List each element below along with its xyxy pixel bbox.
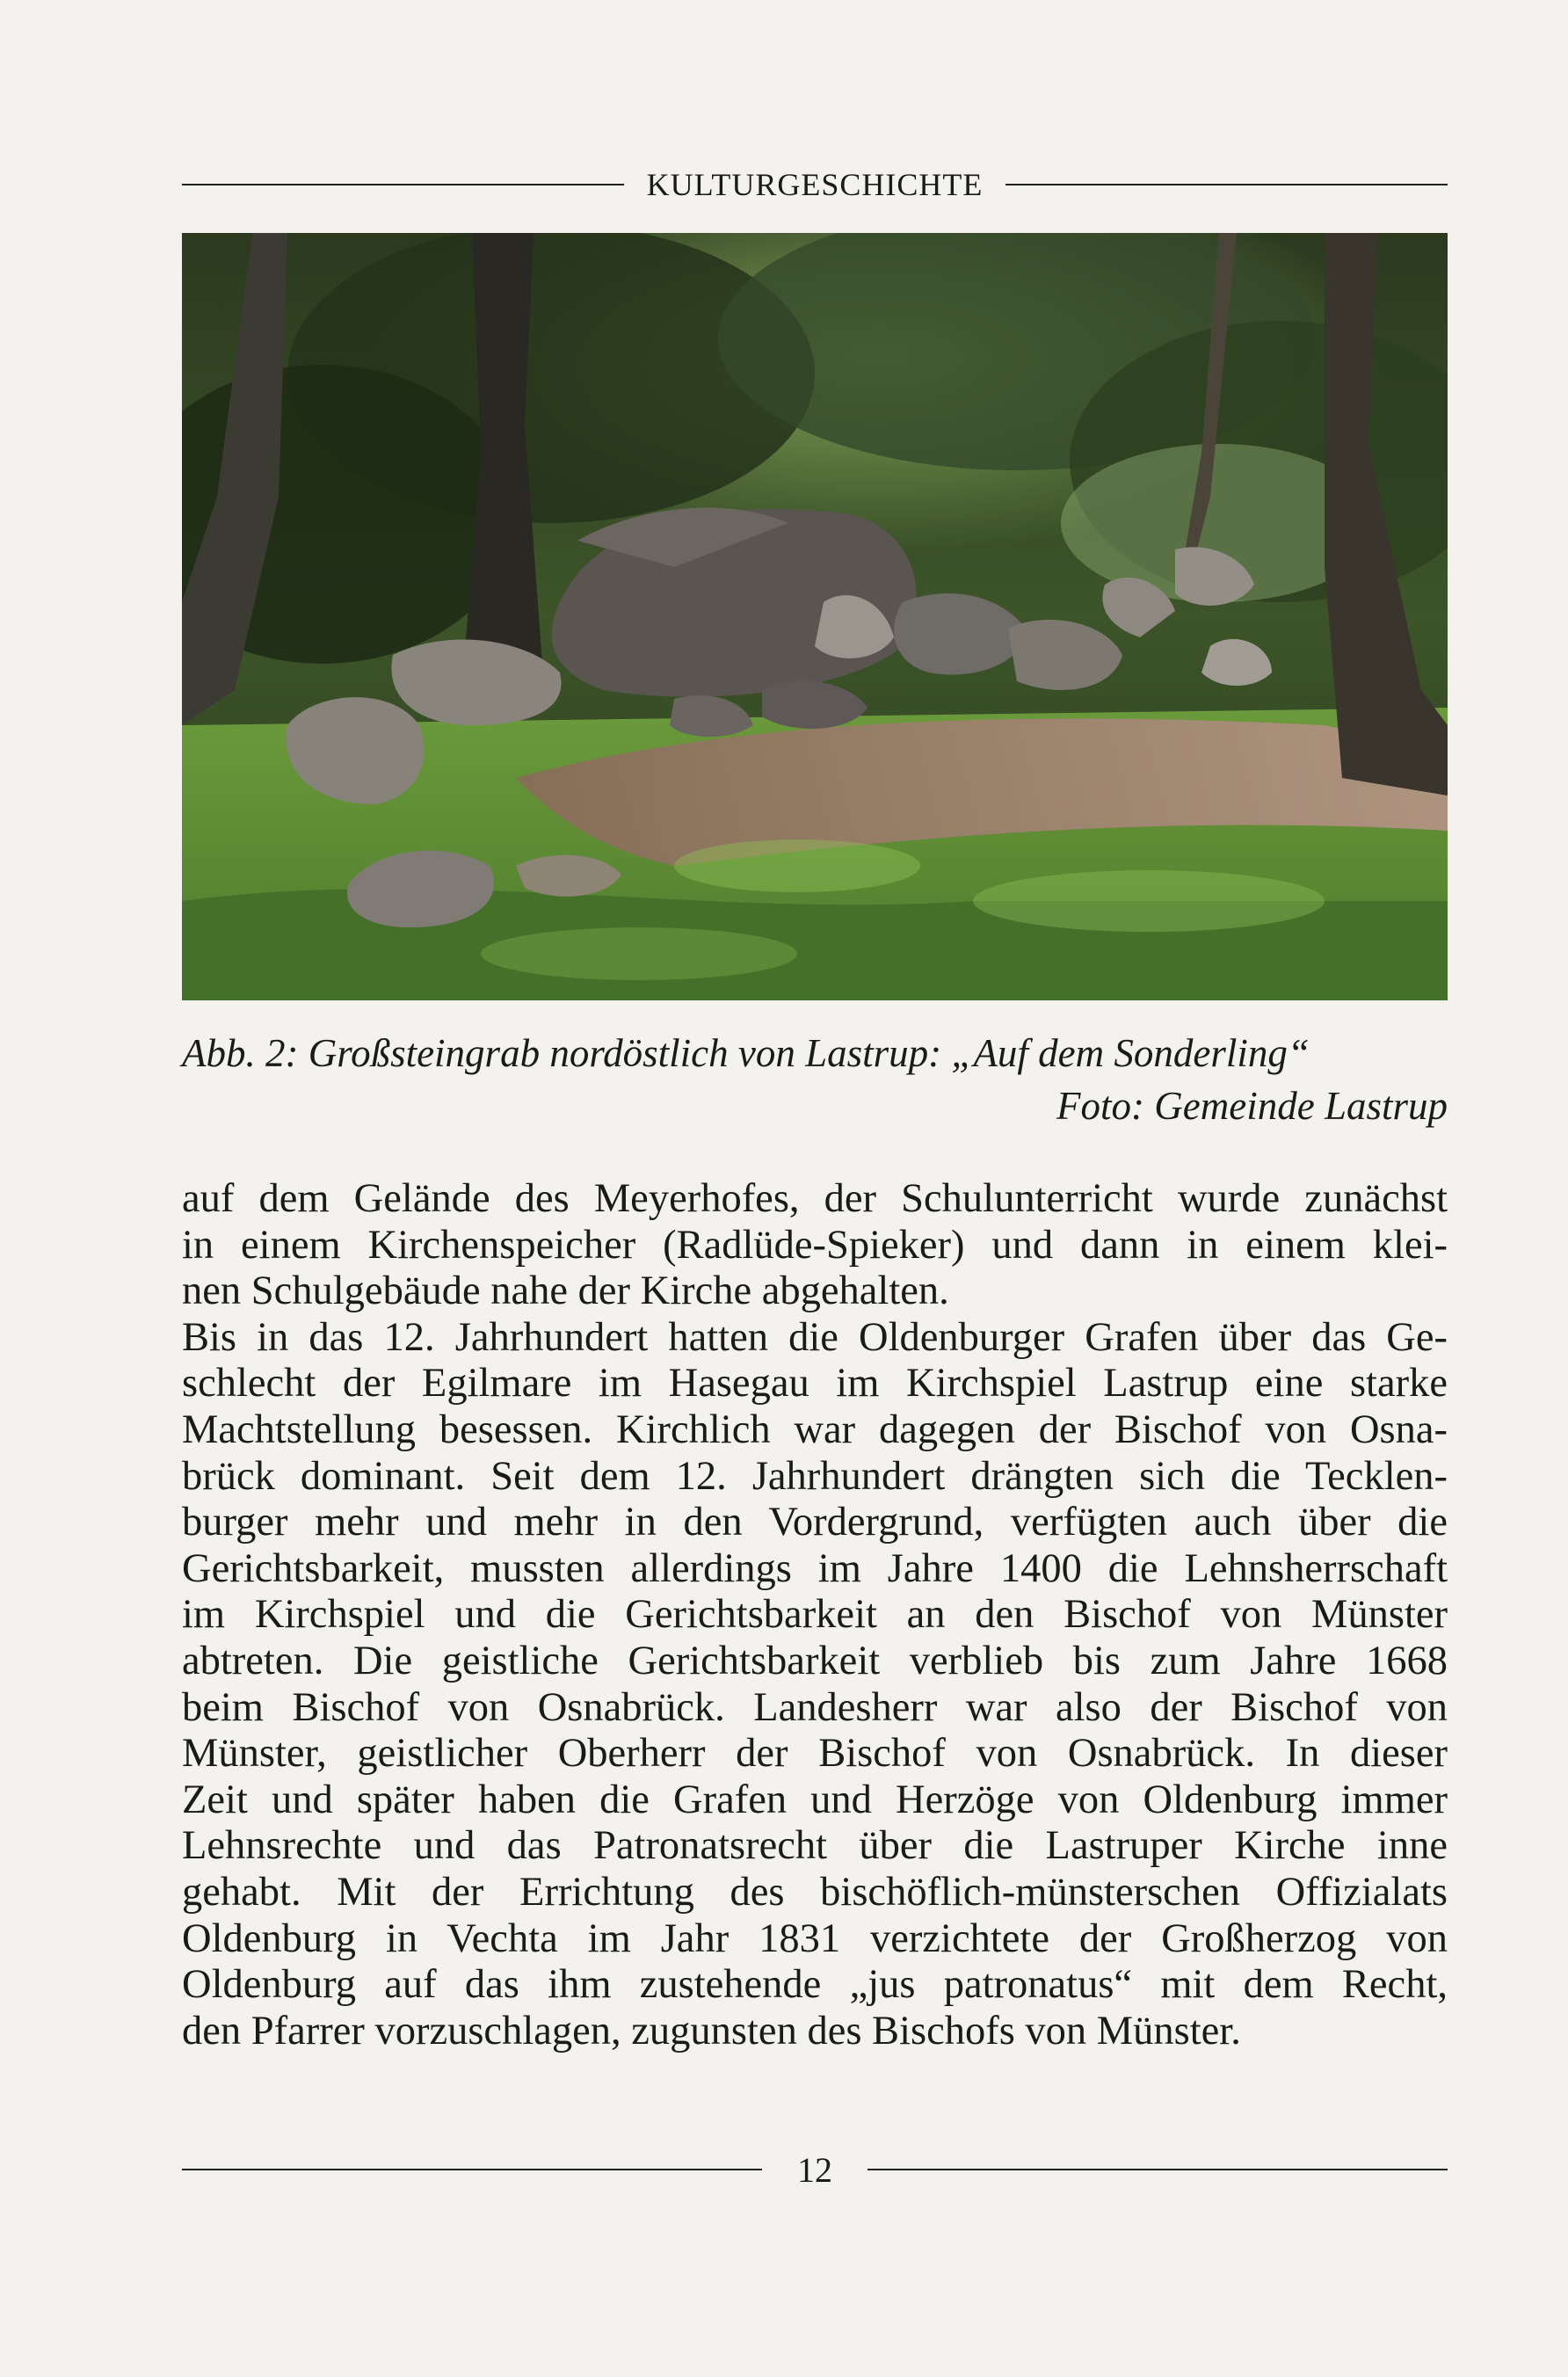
body-line: Münster, geistlicher Oberherr der Bischof von Osnabrück. In dieser — [182, 1731, 1448, 1777]
header-rule-right — [1005, 184, 1448, 185]
running-header — [182, 164, 1448, 206]
caption-photo-credit: Foto: Gemeinde Lastrup — [1056, 1084, 1448, 1128]
body-line: Machtstellung besessen. Kirchlich war dagegen der Bischof von Osna- — [182, 1407, 1448, 1452]
body-line: Bis in das 12. Jahrhundert hatten die Oldenburger Grafen über das Ge- — [182, 1314, 1448, 1360]
header-rule-left — [182, 184, 624, 185]
body-line: Zeit und später haben die Grafen und Herzöge von Oldenburg immer — [182, 1777, 1448, 1822]
body-line: Gerichtsbarkeit, mussten allerdings im Jahre 1400 die Lehnsherrschaft — [182, 1545, 1448, 1591]
page-number: 12 — [797, 2149, 832, 2190]
body-line: abtreten. Die geistliche Gerichtsbarkeit verblieb bis zum Jahre 1668 — [182, 1638, 1448, 1683]
footer-rule-left — [182, 2169, 762, 2170]
running-title: KULTURGESCHICHTE — [646, 167, 984, 202]
body-line: brück dominant. Seit dem 12. Jahrhundert drängten sich die Tecklen- — [182, 1453, 1448, 1499]
body-line: in einem Kirchenspeicher (Radlüde-Spieker) und dann in einem klei- — [182, 1222, 1448, 1268]
footer-rule-right — [867, 2169, 1448, 2170]
body-line: gehabt. Mit der Errichtung des bischöflich-münsterschen Offizialats — [182, 1869, 1448, 1915]
body-text — [182, 1176, 1448, 2054]
body-line: nen Schulgebäude nahe der Kirche abgehalten. — [182, 1268, 949, 1314]
photo-megalithic-tomb — [182, 233, 1448, 1000]
body-line: schlecht der Egilmare im Hasegau im Kirchspiel Lastrup eine starke — [182, 1361, 1448, 1407]
photo-illustration — [182, 233, 1448, 1000]
body-line: beim Bischof von Osnabrück. Landesherr war also der Bischof von — [182, 1684, 1448, 1730]
body-line: burger mehr und mehr in den Vordergrund, verfügten auch über die — [182, 1500, 1448, 1545]
caption-title: Abb. 2: Großsteingrab nordöstlich von Lastrup: „Auf dem Sonderling“ — [182, 1031, 1310, 1075]
page-footer — [182, 2145, 1448, 2194]
figure-caption — [182, 1027, 1448, 1132]
body-line: auf dem Gelände des Meyerhofes, der Schulunterricht wurde zunächst — [182, 1176, 1448, 1221]
body-line: Oldenburg in Vechta im Jahr 1831 verzichtete der Großherzog von — [182, 1915, 1448, 1961]
body-line: Lehnsrechte und das Patronatsrecht über die Lastruper Kirche inne — [182, 1823, 1448, 1869]
body-line: den Pfarrer vorzuschlagen, zugunsten des Bischofs von Münster. — [182, 2008, 1241, 2054]
body-line: im Kirchspiel und die Gerichtsbarkeit an den Bischof von Münster — [182, 1592, 1448, 1638]
body-line: Oldenburg auf das ihm zustehende „jus patronatus“ mit dem Recht, — [182, 1962, 1448, 2008]
